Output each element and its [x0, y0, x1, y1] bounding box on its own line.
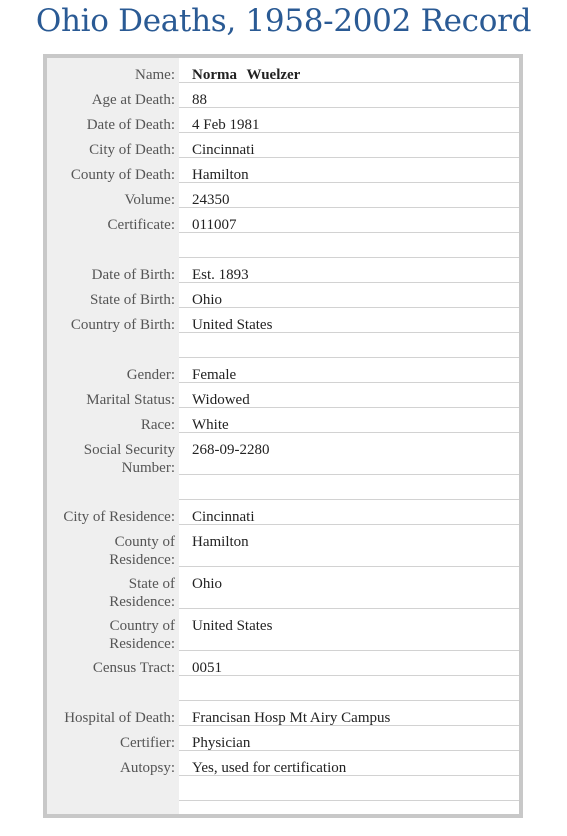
value-volume: 24350	[179, 183, 519, 208]
value-city-of-residence: Cincinnati	[179, 500, 519, 525]
value-social-security-number: 268-09-2280	[179, 433, 519, 475]
label-country-of-residence-line1: Country of	[109, 618, 175, 634]
value-certifier: Physician	[179, 726, 519, 751]
label-autopsy: Autopsy:	[119, 760, 175, 776]
label-country-of-residence-line2: Residence:	[109, 636, 175, 652]
value-gender: Female	[179, 358, 519, 383]
record-frame	[43, 54, 523, 818]
spacer-cell	[179, 333, 519, 358]
value-autopsy: Yes, used for certification	[179, 751, 519, 776]
value-state-of-residence: Ohio	[179, 567, 519, 609]
label-gender: Gender:	[126, 367, 175, 383]
label-country-of-birth: Country of Birth:	[70, 317, 175, 333]
record-table	[47, 58, 519, 814]
label-state-of-birth: State of Birth:	[90, 292, 175, 308]
value-race: White	[179, 408, 519, 433]
label-hospital-of-death: Hospital of Death:	[64, 710, 175, 726]
value-census-tract: 0051	[179, 651, 519, 676]
label-race: Race:	[140, 417, 175, 433]
label-age-at-death: Age at Death:	[91, 92, 175, 108]
value-marital-status: Widowed	[179, 383, 519, 408]
value-date-of-death: 4 Feb 1981	[179, 108, 519, 133]
label-volume: Volume:	[124, 192, 175, 208]
value-city-of-death: Cincinnati	[179, 133, 519, 158]
label-name: Name:	[135, 67, 175, 83]
label-county-of-residence-line2: Residence:	[109, 552, 175, 568]
label-county-of-residence-line1: County of	[114, 534, 175, 550]
label-social-security-line1: Social Security	[83, 442, 175, 458]
value-hospital-of-death: Francisan Hosp Mt Airy Campus	[179, 701, 519, 726]
spacer-cell	[179, 475, 519, 500]
label-certificate: Certificate:	[107, 217, 175, 233]
value-country-of-residence: United States	[179, 609, 519, 651]
value-county-of-residence: Hamilton	[179, 525, 519, 567]
label-city-of-death: City of Death:	[89, 142, 175, 158]
label-census-tract: Census Tract:	[92, 660, 175, 676]
label-certifier: Certifier:	[120, 735, 175, 751]
label-date-of-birth: Date of Birth:	[91, 267, 175, 283]
label-county-of-death: County of Death:	[70, 167, 175, 183]
value-county-of-death: Hamilton	[179, 158, 519, 183]
label-city-of-residence: City of Residence:	[63, 509, 175, 525]
label-date-of-death: Date of Death:	[86, 117, 175, 133]
label-state-of-residence-line2: Residence:	[109, 594, 175, 610]
value-country-of-birth: United States	[179, 308, 519, 333]
value-age-at-death: 88	[179, 83, 519, 108]
label-state-of-residence-line1: State of	[128, 576, 175, 592]
label-social-security-line2: Number:	[121, 460, 175, 476]
spacer-cell	[179, 776, 519, 801]
page-title: Ohio Deaths, 1958-2002 Record	[35, 3, 532, 39]
spacer-cell	[179, 233, 519, 258]
value-certificate: 011007	[179, 208, 519, 233]
spacer-cell	[179, 676, 519, 701]
label-marital-status: Marital Status:	[86, 392, 175, 408]
value-name: Norma Wuelzer	[179, 58, 519, 83]
value-state-of-birth: Ohio	[179, 283, 519, 308]
value-date-of-birth: Est. 1893	[179, 258, 519, 283]
